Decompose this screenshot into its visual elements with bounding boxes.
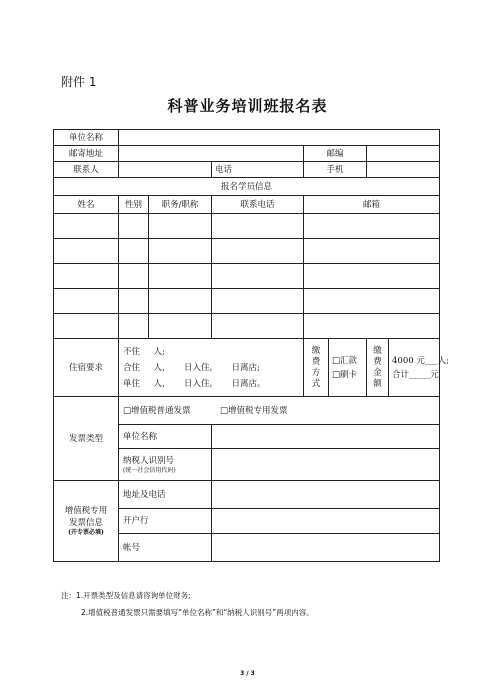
mobile-field[interactable] [367, 162, 440, 178]
student-name-cell[interactable] [54, 314, 119, 339]
vat-account-field[interactable] [212, 534, 440, 562]
student-title-cell[interactable] [149, 314, 212, 339]
payment-method-char: 方 [311, 367, 321, 378]
accommodation-label: 住宿要求 [54, 339, 119, 397]
accommodation-no-stay: 不住 人; [123, 346, 165, 357]
registration-form-table [53, 129, 449, 562]
payment-amount-char: 额 [373, 378, 382, 389]
mailing-address-label: 邮寄地址 [54, 146, 119, 162]
payment-amount-char: 缴 [373, 345, 382, 356]
unit-name-row [54, 130, 440, 146]
phone-label: 电话 [215, 164, 233, 175]
payment-method-char: 费 [311, 356, 321, 367]
unit-name-field[interactable] [119, 130, 440, 146]
invoice-option-plain[interactable]: □增值税普通发票 [123, 405, 191, 416]
accommodation-single: 单住 人， 日入住， 日离店。 [123, 378, 266, 389]
student-row [54, 264, 440, 289]
payment-method-char: 缴 [311, 345, 321, 356]
payment-amount-field[interactable] [389, 339, 449, 397]
invoice-unit-name-field[interactable] [212, 425, 440, 449]
invoice-type-row [54, 397, 440, 425]
student-email-cell[interactable] [304, 264, 440, 289]
vat-label-note: (开专票必填) [68, 529, 104, 536]
unit-name-label: 单位名称 [54, 130, 119, 146]
student-info-header-row [54, 178, 440, 196]
vat-label-line1: 增值税专用 [64, 506, 108, 516]
taxpayer-id-field[interactable] [212, 449, 440, 481]
form-notes [61, 587, 314, 621]
student-email-cell[interactable] [304, 314, 440, 339]
page-number: 3 / 3 [240, 670, 255, 677]
payment-method-options [329, 339, 367, 397]
note-1: 注：1.开票类型及信息请咨询单位财务; [61, 591, 191, 600]
form-title: 科普业务培训班报名表 [167, 97, 328, 115]
accommodation-shared: 合住 人， 日入住， 日离店; [123, 362, 260, 373]
student-email-cell[interactable] [304, 239, 440, 264]
invoice-unit-name-label: 单位名称 [119, 425, 212, 449]
vat-account-label: 帐号 [119, 534, 212, 562]
student-gender-cell[interactable] [119, 239, 149, 264]
note-2: 2.增值税普通发票只需要填写“单位名称”和“纳税人识别号”两项内容。 [81, 608, 314, 617]
contact-row [54, 162, 440, 178]
vat-address-row [54, 481, 440, 509]
student-info-heading: 报名学员信息 [54, 178, 440, 196]
student-title-cell[interactable] [149, 289, 212, 314]
student-gender-cell[interactable] [119, 289, 149, 314]
vat-address-phone-label: 地址及电话 [119, 481, 212, 509]
fee-total: 合计_____元 [392, 369, 439, 380]
student-name-cell[interactable] [54, 289, 119, 314]
invoice-type-options [119, 397, 440, 425]
student-title-cell[interactable] [149, 214, 212, 239]
student-phone-cell[interactable] [212, 264, 304, 289]
student-title-cell[interactable] [149, 239, 212, 264]
payment-amount-char: 金 [373, 367, 382, 378]
column-header-name: 姓名 [54, 196, 119, 214]
taxpayer-id-label [119, 449, 212, 481]
invoice-option-special[interactable]: □增值税专用发票 [219, 405, 288, 416]
student-gender-cell[interactable] [119, 214, 149, 239]
contact-label: 联系人 [54, 162, 119, 178]
accommodation-row [54, 339, 440, 397]
student-title-cell[interactable] [149, 264, 212, 289]
vat-address-phone-field[interactable] [212, 481, 440, 509]
vat-info-label [54, 481, 119, 562]
taxpayer-id-note: (统一社会信用代码) [123, 466, 176, 474]
payment-amount-char: 费 [373, 356, 382, 367]
column-header-email: 邮箱 [304, 196, 440, 214]
student-phone-cell[interactable] [212, 289, 304, 314]
student-name-cell[interactable] [54, 239, 119, 264]
student-email-cell[interactable] [304, 289, 440, 314]
student-email-cell[interactable] [304, 214, 440, 239]
student-phone-cell[interactable] [212, 314, 304, 339]
mailing-address-row [54, 146, 440, 162]
student-name-cell[interactable] [54, 214, 119, 239]
phone-cell[interactable] [212, 162, 304, 178]
payment-option-transfer[interactable]: □汇款 [332, 355, 358, 366]
student-phone-cell[interactable] [212, 239, 304, 264]
column-header-phone: 联系电话 [212, 196, 304, 214]
invoice-type-label: 发票类型 [54, 397, 119, 481]
mobile-label: 手机 [304, 162, 367, 178]
vat-bank-label: 开户行 [119, 509, 212, 534]
column-header-title: 职务/职称 [149, 196, 212, 214]
student-row [54, 214, 440, 239]
student-gender-cell[interactable] [119, 314, 149, 339]
postcode-field[interactable] [367, 146, 440, 162]
postcode-label: 邮编 [304, 146, 367, 162]
student-row [54, 239, 440, 264]
taxpayer-id-title: 纳税人识别号 [123, 455, 175, 466]
attachment-label: 附件 1 [61, 75, 97, 89]
student-phone-cell[interactable] [212, 214, 304, 239]
payment-option-card[interactable]: □刷卡 [332, 369, 358, 380]
student-name-cell[interactable] [54, 264, 119, 289]
contact-field[interactable] [119, 162, 212, 178]
student-row [54, 289, 440, 314]
student-gender-cell[interactable] [119, 264, 149, 289]
payment-method-char: 式 [311, 378, 321, 389]
vat-bank-field[interactable] [212, 509, 440, 534]
student-columns-row [54, 196, 440, 214]
vat-label-line2: 发票信息 [68, 518, 103, 528]
payment-amount-label [367, 339, 389, 397]
fee-per-person: 4000 元___人; [392, 355, 449, 366]
accommodation-options[interactable] [119, 339, 304, 397]
payment-method-label [304, 339, 329, 397]
student-row [54, 314, 440, 339]
column-header-gender: 性别 [119, 196, 149, 214]
mailing-address-field[interactable] [119, 146, 304, 162]
